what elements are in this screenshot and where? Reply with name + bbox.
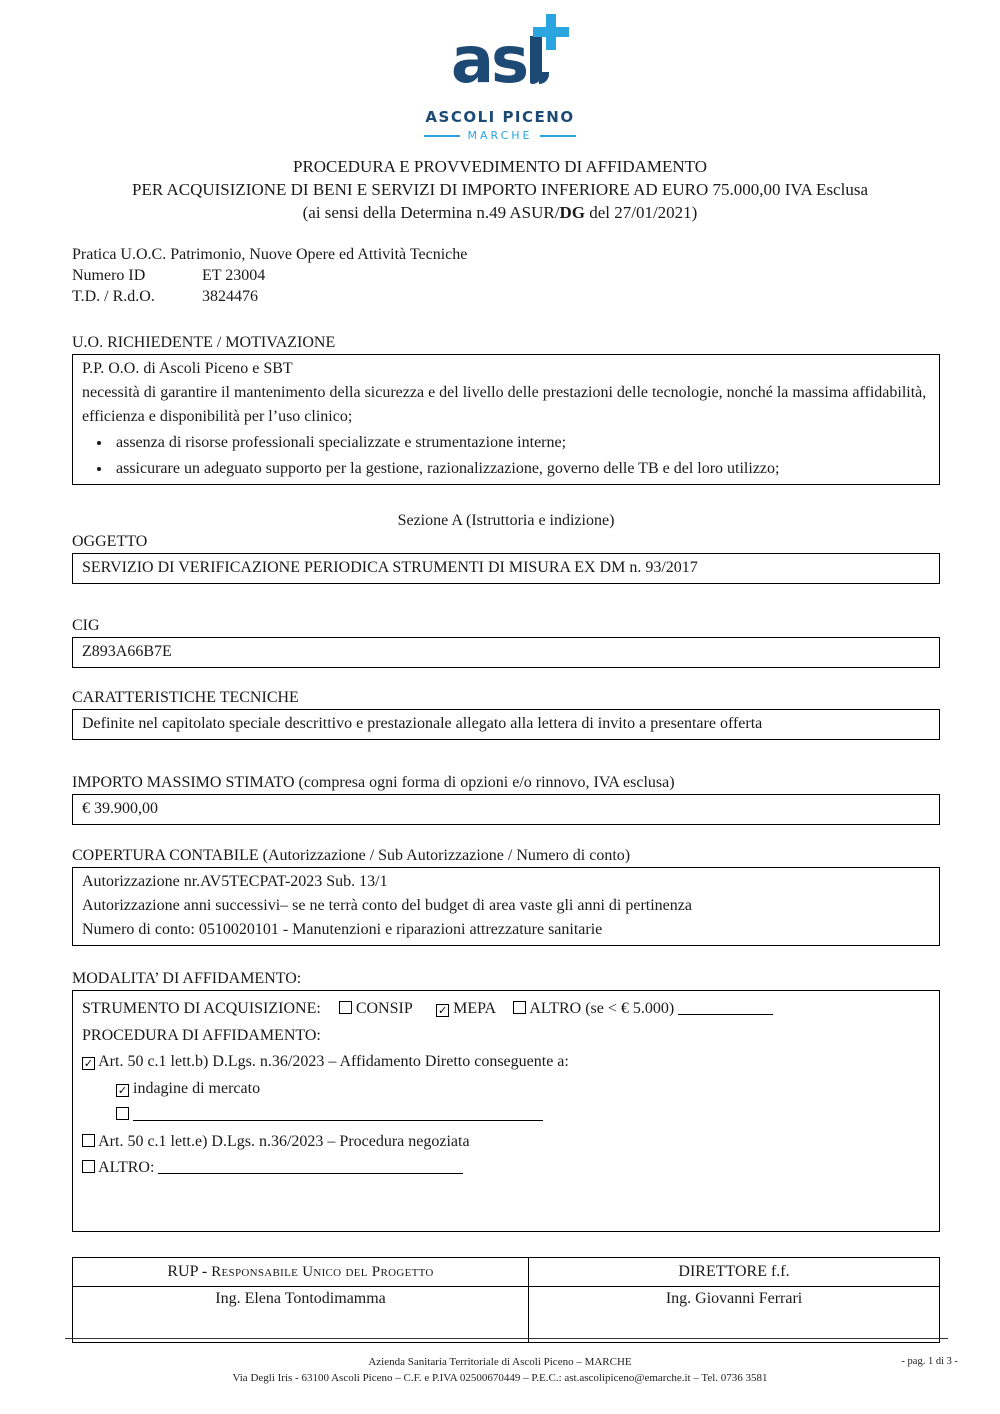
altro-strumento-blank-field [678, 1000, 773, 1015]
consip-label: CONSIP [355, 1000, 413, 1017]
copertura-heading: COPERTURA CONTABILE (Autorizzazione / Sub Autorizzazione / Numero di conto) [72, 847, 631, 864]
blank-option-field [133, 1106, 543, 1121]
title-line3-post: del 27/01/2021) [584, 203, 698, 222]
consip-checkbox [339, 1001, 352, 1014]
footer-line-1: Azienda Sanitaria Territoriale di Ascoli Piceno – MARCHE [368, 1356, 632, 1368]
sezione-a-heading: Sezione A (Istruttoria e indizione) [397, 512, 615, 529]
plus-icon [533, 14, 569, 50]
modalita-box [72, 990, 940, 1232]
cig-box: Z893A66B7E [72, 637, 940, 668]
blank-option [116, 1102, 930, 1129]
richiedente-bullet-1: • assenza di risorse professionali specializzate e strumentazione interne; [112, 431, 930, 455]
mepa-checkbox: ✓ [438, 1004, 448, 1017]
altro-option-checkbox [82, 1160, 95, 1173]
logo-region-row [0, 129, 1000, 142]
direttore-name-cell: Ing. Giovanni Ferrari [529, 1287, 940, 1343]
signatures-header-row [73, 1258, 940, 1287]
title-line-2: PER ACQUISIZIONE DI BENI E SERVIZI DI IMPORTO INFERIORE AD EURO 75.000,00 IVA Esclusa [131, 180, 868, 199]
richiedente-line2: necessità di garantire il mantenimento della sicurezza e del livello delle prestazioni delle tecnologie, nonché la massima affidabilità, efficienza e disponibilità per l’uso clinico; [82, 384, 927, 425]
affidamento-diretto-option [82, 1049, 930, 1076]
title-line-1: PROCEDURA E PROVVEDIMENTO DI AFFIDAMENTO [292, 157, 708, 176]
richiedente-bullets [112, 431, 930, 481]
logo-rule-right [540, 135, 576, 137]
importo-box: € 39.900,00 [72, 794, 940, 825]
modalita-heading: MODALITA’ DI AFFIDAMENTO: [72, 970, 302, 987]
footer-text [0, 1354, 1000, 1386]
copertura-box [72, 867, 940, 946]
logo-rule-left [424, 135, 460, 137]
caratteristiche-heading: CARATTERISTICHE TECNICHE [72, 689, 299, 706]
signatures-names-row [73, 1287, 940, 1343]
cig-heading: CIG [72, 617, 100, 634]
rup-title: Responsabile Unico del Progetto [211, 1264, 434, 1280]
negoziata-checkbox [82, 1134, 95, 1147]
footer-line-2: Via Degli Iris - 63100 Ascoli Piceno – C.F. e P.IVA 02500670449 – P.E.C.: ast.ascolipiceno@emarche.it – Tel. 0736 3581 [232, 1372, 768, 1384]
signatures-table [72, 1257, 940, 1343]
mepa-label: MEPA [453, 1000, 496, 1017]
title-line-3 [0, 201, 1000, 224]
altro-option-label: ALTRO: [98, 1159, 155, 1176]
richiedente-box [72, 354, 940, 485]
oggetto-heading: OGGETTO [72, 533, 148, 550]
negoziata-option [82, 1129, 930, 1156]
rup-prefix: RUP - [167, 1263, 212, 1280]
logo-t-tail [539, 72, 549, 84]
copertura-line-1: Autorizzazione nr.AV5TECPAT-2023 Sub. 13/1 [82, 873, 388, 890]
strumento-label: STRUMENTO DI ACQUISIZIONE: [82, 1000, 321, 1017]
copertura-line-2: Autorizzazione anni successivi– se ne terrà conto del budget di area vaste gli anni di pertinenza [82, 897, 692, 914]
copertura-line-3: Numero di conto: 0510020101 - Manutenzioni e riparazioni attrezzature sanitarie [82, 921, 603, 938]
numero-id-label: Numero ID [72, 267, 146, 284]
oggetto-box: SERVIZIO DI VERIFICAZIONE PERIODICA STRUMENTI DI MISURA EX DM n. 93/2017 [72, 553, 940, 584]
numero-id-value: ET 23004 [202, 267, 266, 284]
document-title [0, 155, 1000, 224]
pratica-block [72, 244, 940, 307]
tdrdo-label: T.D. / R.d.O. [72, 288, 155, 305]
header-logo [0, 0, 1000, 142]
blank-option-checkbox [116, 1107, 129, 1120]
ast-logo-icon [451, 26, 549, 104]
altro-strumento-checkbox [513, 1001, 526, 1014]
numero-id-row [72, 265, 940, 286]
page-number: - pag. 1 di 3 - [901, 1356, 958, 1367]
richiedente-heading: U.O. RICHIEDENTE / MOTIVAZIONE [72, 334, 336, 351]
logo-region-name: MARCHE [467, 129, 533, 142]
affidamento-diretto-checkbox: ✓ [83, 1057, 94, 1070]
affidamento-diretto-label: Art. 50 c.1 lett.b) D.Lgs. n.36/2023 – Affidamento Diretto conseguente a: [98, 1053, 569, 1070]
altro-strumento-label: ALTRO (se < € 5.000) [529, 1000, 675, 1017]
rup-name-cell: Ing. Elena Tontodimamma [73, 1287, 529, 1343]
title-line3-bold: DG [559, 203, 585, 222]
richiedente-line1: P.P. O.O. di Ascoli Piceno e SBT [82, 360, 293, 377]
direttore-header-cell: DIRETTORE f.f. [529, 1258, 940, 1287]
altro-option [82, 1155, 930, 1182]
procedura-label: PROCEDURA DI AFFIDAMENTO: [82, 1026, 321, 1044]
pratica-row: Pratica U.O.C. Patrimonio, Nuove Opere ed Attività Tecniche [72, 246, 468, 263]
indagine-checkbox: ✓ [117, 1083, 128, 1097]
tdrdo-value: 3824476 [202, 288, 258, 305]
indagine-label: indagine di mercato [133, 1079, 261, 1097]
title-line3-pre: (ai sensi della Determina n.49 ASUR/ [302, 203, 560, 222]
richiedente-bullet-2: • assicurare un adeguato supporto per la gestione, razionalizzazione, governo delle TB e del loro utilizzo; [112, 457, 930, 481]
tdrdo-row [72, 286, 940, 307]
strumento-line [82, 996, 930, 1023]
importo-heading: IMPORTO MASSIMO STIMATO (compresa ogni forma di opzioni e/o rinnovo, IVA esclusa) [72, 774, 675, 791]
logo-ast-text: as [450, 24, 527, 98]
logo-org-name: ASCOLI PICENO [425, 108, 575, 126]
altro-option-field [158, 1159, 463, 1174]
indagine-option [116, 1076, 930, 1103]
rup-header-cell [73, 1258, 529, 1287]
caratteristiche-box: Definite nel capitolato speciale descrittivo e prestazionale allegato alla lettera di invito a presentare offerta [72, 709, 940, 740]
footer-divider [65, 1338, 948, 1339]
negoziata-label: Art. 50 c.1 lett.e) D.Lgs. n.36/2023 – Procedura negoziata [98, 1132, 470, 1150]
